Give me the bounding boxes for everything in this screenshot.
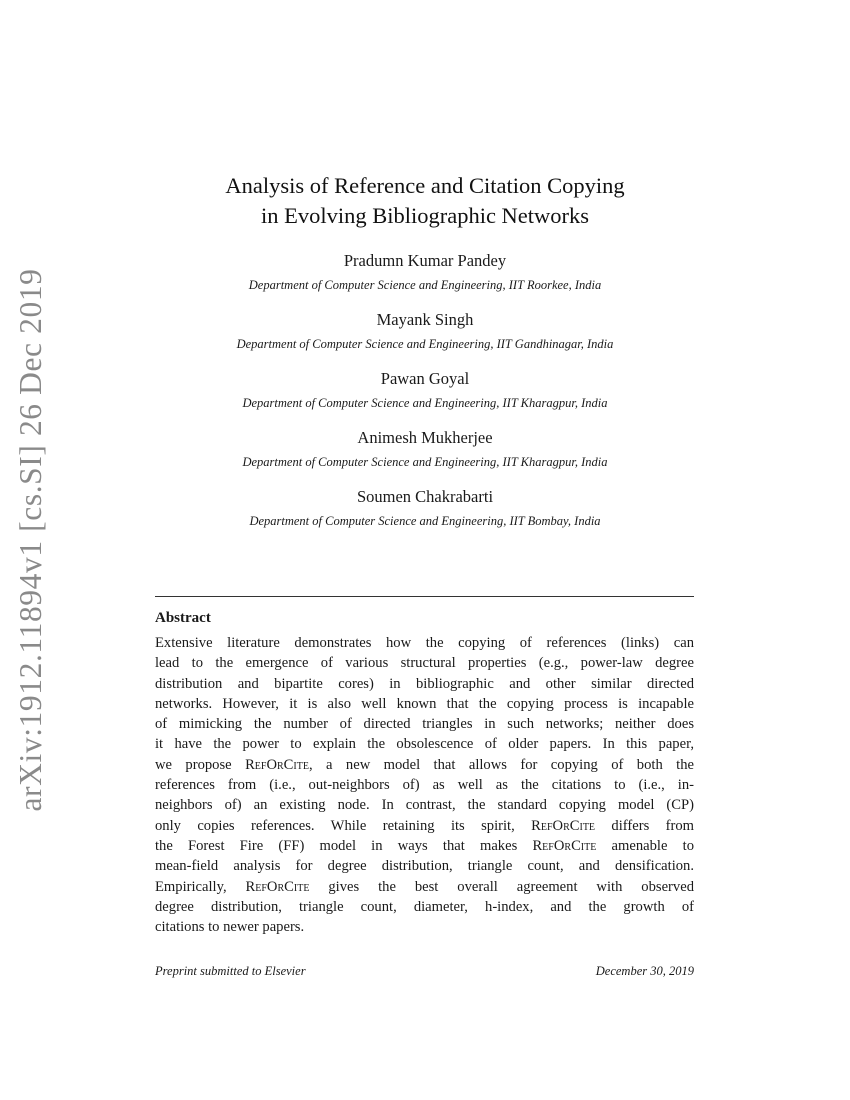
abstract-text: we propose [155,756,246,773]
abstract-line [155,816,694,836]
abstract-line: neighbors of) an existing node. In contrast, the standard copying model (CP) [155,797,694,814]
abstract-line: degree distribution, triangle count, diameter, h-index, and the growth of [155,898,694,915]
abstract-text: only copies references. While retaining its spirit, [155,817,532,834]
abstract-text: the Forest Fire (FF) model in ways that makes [155,837,533,854]
author-affiliation: Department of Computer Science and Engineering, IIT Bombay, India [249,514,601,528]
abstract-text: , a new model that allows for copying of both the [308,756,694,773]
author-list [0,249,850,544]
abstract-line: citations to newer papers. [155,919,305,936]
model-name: RefOrCite [531,817,596,834]
abstract-text: amenable to [596,837,694,854]
abstract-divider [155,596,694,597]
arxiv-identifier-stamp: arXiv:1912.11894v1 [cs.SI] 26 Dec 2019 [13,268,48,812]
author-affiliation: Department of Computer Science and Engineering, IIT Kharagpur, India [242,455,608,469]
author-block [0,426,850,485]
abstract-line [155,755,694,775]
abstract-line: Extensive literature demonstrates how the copying of references (links) can [155,635,694,651]
author-block [0,249,850,308]
abstract-line: references from (i.e., out-neighbors of) as well as the citations to (i.e., in- [155,777,694,794]
preprint-note: Preprint submitted to Elsevier [155,964,306,978]
author-affiliation: Department of Computer Science and Engineering, IIT Kharagpur, India [242,396,608,410]
abstract-heading: Abstract [155,610,211,626]
abstract-line: it have the power to explain the obsolescence of older papers. In this paper, [155,736,694,753]
author-name: Pradumn Kumar Pandey [343,251,507,270]
abstract-line: mean-field analysis for degree distribution, triangle count, and densification. [155,858,694,875]
paper-title [0,171,850,231]
abstract-line [155,877,694,897]
preprint-date: December 30, 2019 [595,964,694,978]
model-name: RefOrCite [245,878,310,895]
author-block [0,367,850,426]
abstract-line: lead to the emergence of various structural properties (e.g., power-law degree [155,655,694,672]
author-block [0,308,850,367]
author-block [0,485,850,544]
author-name: Mayank Singh [376,310,474,329]
author-name: Animesh Mukherjee [357,428,493,447]
abstract-line [155,836,694,856]
abstract-text: Empirically, [155,878,246,895]
author-name: Soumen Chakrabarti [356,487,494,506]
author-affiliation: Department of Computer Science and Engineering, IIT Roorkee, India [248,278,602,292]
model-name: RefOrCite [245,756,309,773]
model-name: RefOrCite [532,837,597,854]
abstract-text: differs from [595,817,694,834]
abstract-line: distribution and bipartite cores) in bibliographic and other similar directed [155,675,694,692]
abstract-body [155,633,694,937]
author-affiliation: Department of Computer Science and Engineering, IIT Gandhinagar, India [236,337,614,351]
title-line-1: Analysis of Reference and Citation Copying [225,173,625,198]
abstract-text: gives the best overall agreement with observed [309,878,694,895]
abstract-line: of mimicking the number of directed triangles in such networks; neither does [155,716,694,733]
title-line-2: in Evolving Bibliographic Networks [260,203,590,228]
abstract-line: networks. However, it is also well known that the copying process is incapable [155,695,694,712]
author-name: Pawan Goyal [380,369,470,388]
